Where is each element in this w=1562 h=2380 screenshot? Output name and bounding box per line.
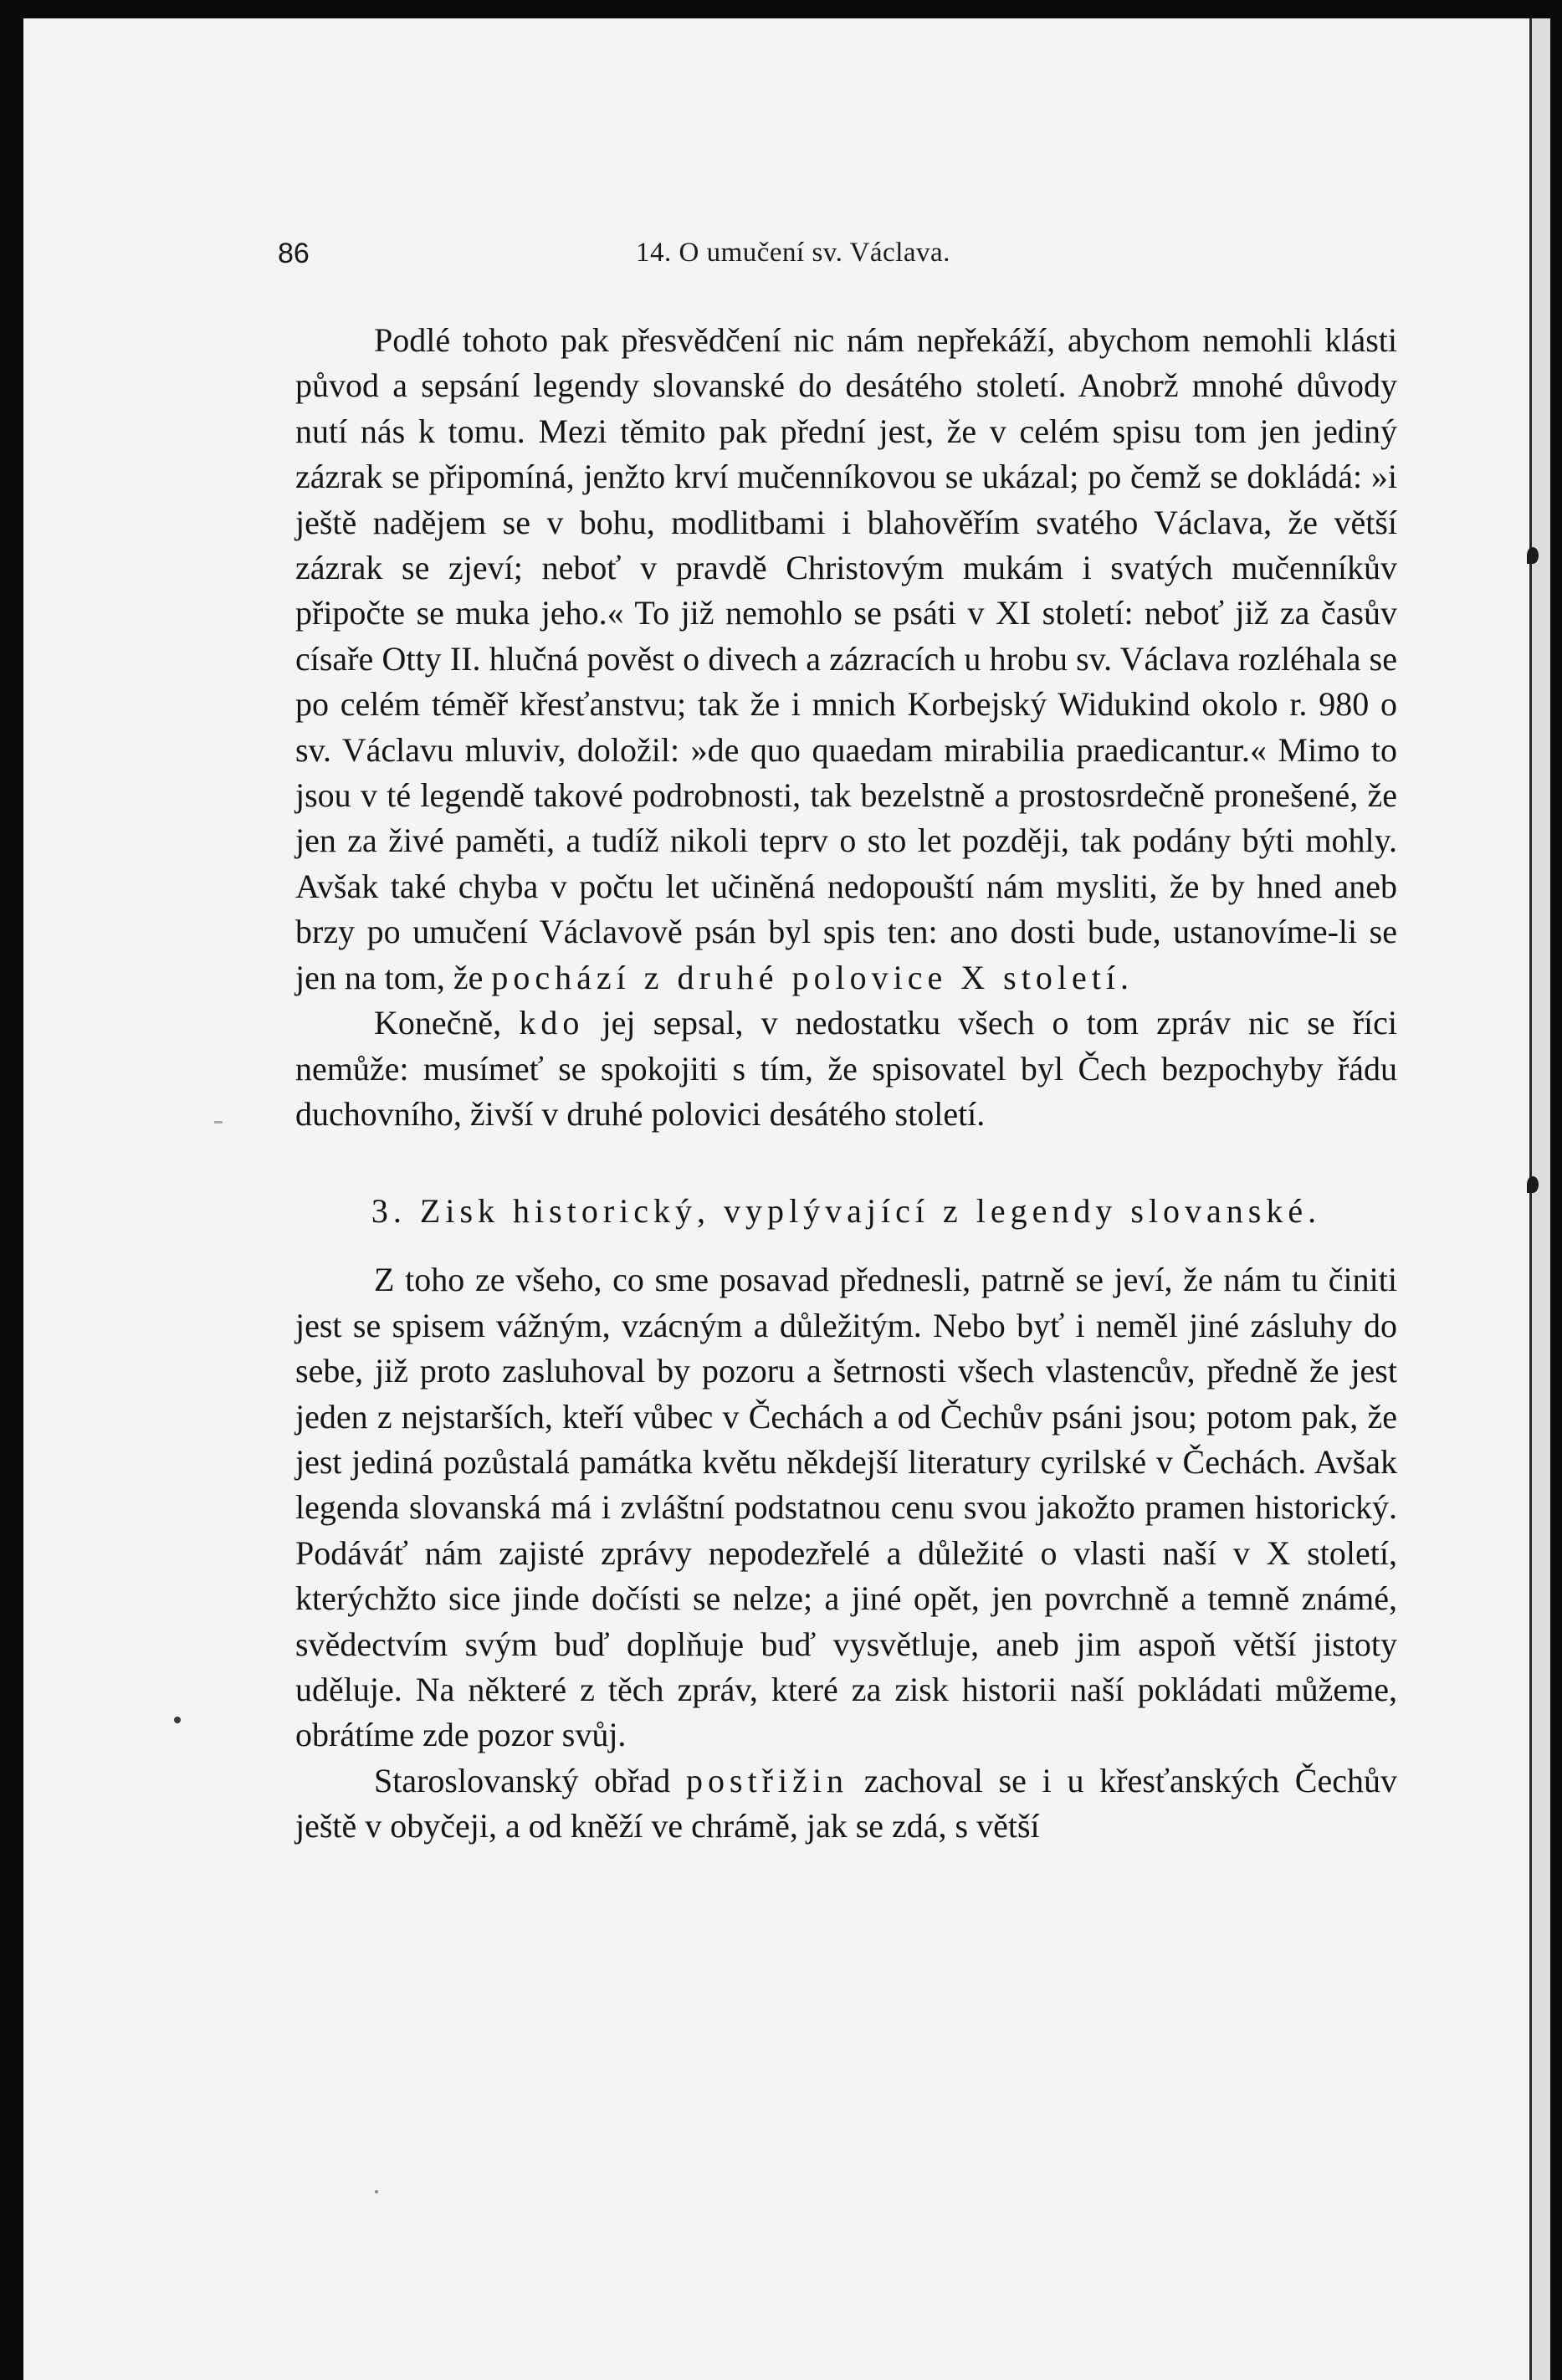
edge-mark: [1527, 1176, 1539, 1193]
main-text: [295, 318, 1397, 1850]
paragraph-author: [295, 1001, 1397, 1137]
running-title: 14. O umučení sv. Václava.: [636, 238, 950, 268]
paragraph-value: [295, 1257, 1397, 1758]
emphasized-text: kdo: [519, 1004, 585, 1042]
paragraph-text: Staroslovanský obřad: [374, 1761, 686, 1799]
paragraph-text: zachoval se i u křesťanských Čechův ještě v obyčeji, a od kněží ve chrámě, jak se zdá, s větší: [295, 1761, 1397, 1845]
paragraph-text: .: [1119, 958, 1129, 996]
scan-speck: [375, 2190, 378, 2193]
paragraph-rite: [295, 1758, 1397, 1850]
emphasized-text: pochází z druhé polovice X století: [491, 958, 1120, 996]
book-page: [23, 18, 1529, 2380]
paragraph-dating: [295, 318, 1397, 1001]
paragraph-text: Z toho ze všeho, co sme posavad přednesli, patrně se jeví, že nám tu činiti jest se spisem vážným, vzácným a důležitým. Nebo byť i neměl jiné zásluhy do sebe, již proto zasluhoval by pozoru a šetrnosti všech vlastencův, předně že jest jeden z nejstarších, kteří vůbec v Čechách a od Čechův psáni jsou; potom pak, že jest jediná pozůstalá památka květu někdejší literatury cyrilské v Čechách. Avšak legenda slovanská má i zvláštní podstatnou cenu svou jakožto pramen historický. Podáváť nám zajisté zprávy nepodezřelé a důležité o vlasti naší v X století, kterýchžto sice jinde dočísti se nelze; a jiné opět, jen povrchně a temně známé, svědectvím svým buď doplňuje buď vysvětluje, aneb jim aspoň větší jistoty uděluje. Na některé z těch zpráv, které za zisk historii naší pokládati můžeme, obrátíme zde pozor svůj.: [295, 1261, 1397, 1754]
scan-speck: [214, 1121, 223, 1123]
paragraph-text: Konečně,: [374, 1004, 520, 1042]
scan-speck: [174, 1717, 181, 1723]
page-header: [23, 238, 1529, 288]
paragraph-text: Podlé tohoto pak přesvědčení nic nám nepřekáží, abychom nemohli klásti původ a sepsání legendy slovanské do desátého století. Anobrž mnohé důvody nutí nás k tomu. Mezi těmito pak přední jest, že v celém spisu tom jen jediný zázrak se připomíná, jenžto krví mučenníkovou se ukázal; po čemž se dokládá: »i ještě nadějem se v bohu, modlitbami i blahověřím svatého Václava, že větší zázrak se zjeví; neboť v pravdě Christovým mukám i svatých mučenníkův připočte se muka jeho.« To již nemohlo se psáti v XI století: neboť již za časův císaře Otty II. hlučná pověst o divech a zázracích u hrobu sv. Václava rozléhala se po celém téměř křesťanstvu; tak že i mnich Korbejský Widukind okolo r. 980 o sv. Václavu mluviv, doložil: »de quo quaedam mirabilia praedicantur.« Mimo to jsou v té legendě takové podrobnosti, tak bezelstně a prostosrdečně pronešené, že jen za živé paměti, a tudíž nikoli teprv o sto let později, tak podány býti mohly. Avšak také chyba v počtu let učiněná nedopouští nám mysliti, že by hned aneb brzy po umučení Václavově psán byl spis ten: ano dosti bude, ustanovíme-li se jen na tom, že: [295, 321, 1397, 996]
page-number: 86: [278, 238, 310, 269]
emphasized-text: postřižin: [686, 1761, 848, 1799]
section-heading: 3. Zisk historický, vyplývající z legendy slovanské.: [371, 1192, 1322, 1231]
page-edge: [1529, 18, 1550, 2380]
edge-mark: [1527, 547, 1539, 564]
paragraph-text: jej sepsal, v nedostatku všech o tom zpráv nic se říci nemůže: musímeť se spokojiti s tím, že spisovatel byl Čech bezpochyby řádu duchovního, živší v druhé polovici desátého století.: [295, 1004, 1398, 1133]
